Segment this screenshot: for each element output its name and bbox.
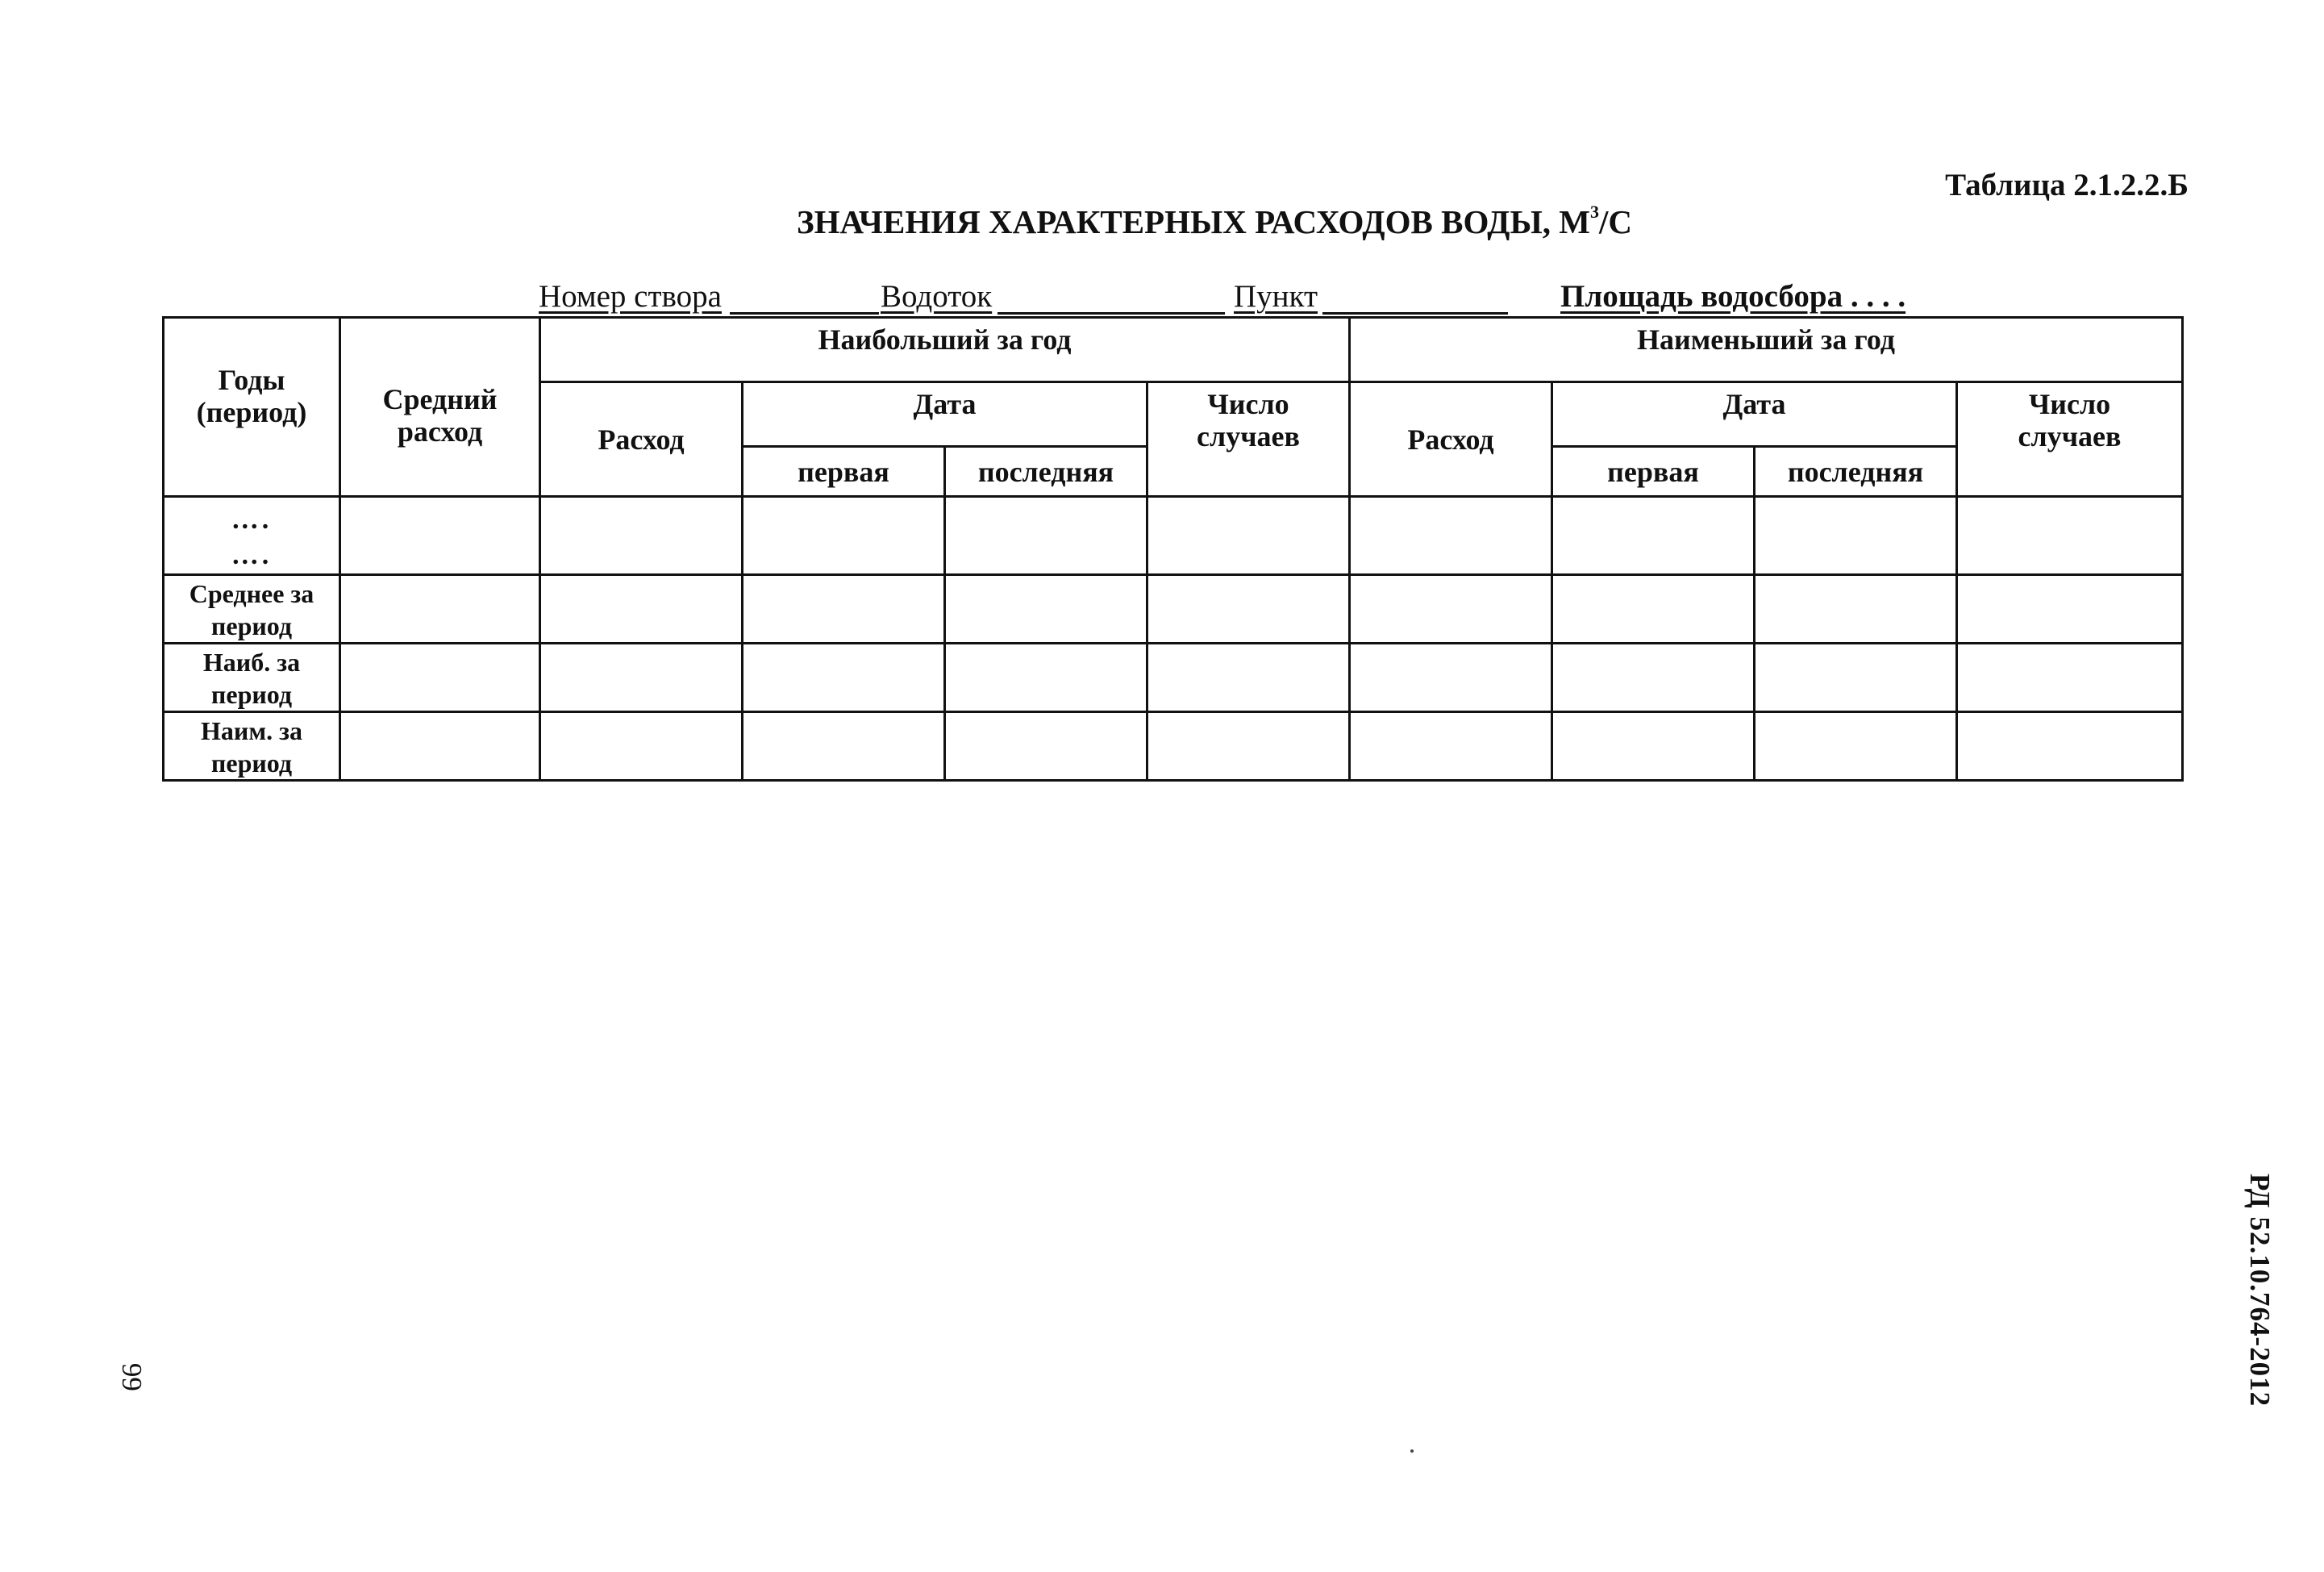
table-cell: [945, 575, 1147, 644]
station-number-blank: [730, 312, 879, 315]
stream-label: Водоток: [881, 279, 993, 314]
table-number: Таблица 2.1.2.2.Б: [1945, 168, 2189, 202]
station-number-label: Номер створа: [539, 279, 722, 314]
table-cell: [1350, 712, 1552, 781]
header-row-1: [164, 318, 2183, 382]
discharge-table: [162, 316, 2184, 782]
table-cell: [945, 644, 1147, 712]
table-cell: [743, 497, 945, 575]
header-min-date: Дата: [1552, 382, 1957, 447]
table-cell: [1552, 575, 1755, 644]
table-cell: [1957, 712, 2183, 781]
table-cell: [1957, 575, 2183, 644]
header-max-group: Наибольший за год: [540, 318, 1350, 382]
table-cell: [743, 712, 945, 781]
table-row: [164, 644, 2183, 712]
table-cell: [1755, 497, 1957, 575]
row-label-line: ….: [231, 540, 273, 570]
row-label: [164, 712, 340, 781]
table-cell: [1755, 575, 1957, 644]
table-cell: [1350, 497, 1552, 575]
table-cell: [340, 644, 540, 712]
table-cell: [1755, 644, 1957, 712]
table-cell: [1552, 712, 1755, 781]
table-cell: [340, 497, 540, 575]
header-max-flow: Расход: [540, 382, 743, 497]
page-title: [0, 202, 2324, 241]
header-max-last: последняя: [945, 447, 1147, 497]
point-label: Пункт: [1234, 279, 1318, 314]
title-superscript: 3: [1589, 202, 1599, 222]
table-cell: [540, 575, 743, 644]
table-row: [164, 575, 2183, 644]
table-cell: [1147, 644, 1350, 712]
header-min-group: Наименьший за год: [1350, 318, 2183, 382]
header-min-last: последняя: [1755, 447, 1957, 497]
table-cell: [540, 497, 743, 575]
title-text: ЗНАЧЕНИЯ ХАРАКТЕРНЫХ РАСХОДОВ ВОДЫ, М: [797, 203, 1590, 240]
row-label-line: Наим. за: [201, 716, 302, 745]
table-cell: [1147, 497, 1350, 575]
header-max-count: Число случаев: [1147, 382, 1350, 497]
scan-artifact-dot: [1410, 1449, 1414, 1453]
table-cell: [1552, 497, 1755, 575]
header-min-count: Число случаев: [1957, 382, 2183, 497]
table-cell: [1957, 644, 2183, 712]
table-cell: [1147, 575, 1350, 644]
row-label-line: период: [210, 748, 293, 778]
stream-blank: [997, 312, 1225, 315]
table-cell: [540, 712, 743, 781]
row-label-line: период: [210, 611, 293, 640]
row-label-line: Наиб. за: [202, 648, 301, 677]
table-cell: [945, 712, 1147, 781]
row-label-line: ….: [231, 505, 273, 535]
header-years: Годы (период): [164, 318, 340, 497]
table-cell: [1350, 644, 1552, 712]
row-label: [164, 575, 340, 644]
header-average-flow: Средний расход: [340, 318, 540, 497]
header-max-first: первая: [743, 447, 945, 497]
table-cell: [743, 575, 945, 644]
table-cell: [743, 644, 945, 712]
table-cell: [340, 575, 540, 644]
table-row: [164, 497, 2183, 575]
header-min-first: первая: [1552, 447, 1755, 497]
table-cell: [340, 712, 540, 781]
table-cell: [540, 644, 743, 712]
document-code: РД 52.10.764-2012: [2244, 1174, 2276, 1407]
table-cell: [1957, 497, 2183, 575]
row-label-line: период: [210, 680, 293, 709]
point-blank: [1322, 312, 1508, 315]
table-cell: [945, 497, 1147, 575]
title-tail: /С: [1598, 203, 1632, 240]
table-cell: [1147, 712, 1350, 781]
row-label-line: Среднее за: [189, 579, 314, 608]
header-min-flow: Расход: [1350, 382, 1552, 497]
page-number: 66: [116, 1363, 148, 1391]
row-label: [164, 644, 340, 712]
row-label: [164, 497, 340, 575]
table-cell: [1350, 575, 1552, 644]
table-cell: [1755, 712, 1957, 781]
catchment-area-label: Площадь водосбора . . . .: [1560, 279, 1906, 314]
table-row: [164, 712, 2183, 781]
header-max-date: Дата: [743, 382, 1147, 447]
table-cell: [1552, 644, 1755, 712]
